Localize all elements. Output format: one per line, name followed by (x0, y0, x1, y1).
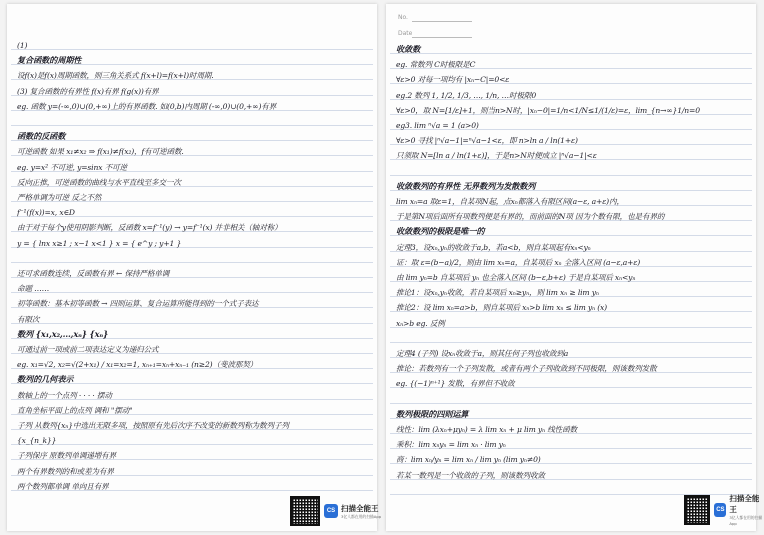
note-line: 两个数列都单调 单向且有界 (17, 481, 109, 491)
note-line: ∀ε>0 寻找 |ⁿ√a−1|=ⁿ√a−1<ε，即 n>ln a / ln(1+ε) (396, 136, 578, 146)
note-line: 严格单调为可逆 反之不然 (17, 193, 102, 202)
note-line: 证：取 ε=(b−a)/2，则由 lim xₙ=a，自某项后 xₙ 全落入区间 (a−ε,a+ε) (396, 257, 641, 267)
note-line: lim xₙ=a 取ε=1，自某项N起，点xₙ都落入有限区间(a−ε, a+ε)内， (396, 197, 624, 206)
note-line: eg. y=x² 不可逆, y=sinx 不可逆 (17, 162, 127, 172)
note-line: 子列保序 原数列单调递增有界 (17, 451, 117, 461)
note-line: 还可求函数连续，反函数有界 ← 保持严格单调 (17, 269, 170, 278)
header-date-rule (412, 37, 472, 38)
ruled-line (11, 125, 373, 126)
note-line: 于是第N项后面所有项数列便是有界的，而前面的N项 因为个数有限，也是有界的 (396, 212, 665, 222)
ruled-line (390, 175, 752, 176)
note-line: {x_{n_k}} (17, 436, 57, 446)
note-line: eg. {(−1)ⁿ⁺¹} 发散，有界但不收敛 (396, 379, 515, 389)
camscanner-logo-icon: CS (324, 504, 338, 518)
watermark-name: 扫描全能王 (729, 494, 760, 514)
watermark-right (684, 493, 764, 526)
note-line: (1) (17, 41, 28, 50)
watermark-subtitle: 3亿人都在用的扫描App (341, 513, 382, 519)
note-line: 子列 从数列{xₙ}中选出无限多项，按照原有先后次序不改变的新数列称为数列子列 (17, 421, 289, 430)
note-line: 数列极限的四则运算 (396, 408, 469, 419)
note-line: eg.2 数列 1, 1/2, 1/3, …, 1/n, …时极限0 (396, 90, 537, 100)
note-line: 推论1：设xₙ,yₙ收敛，若自某项后 xₙ≥yₙ，则 lim xₙ ≥ lim yₙ (396, 288, 599, 298)
note-line: 线性：lim (λxₙ+μyₙ) = λ lim xₙ + μ lim yₙ 线性函数 (396, 425, 577, 434)
note-line: ∀ε>0 对每一项均有 |xₙ−C|=0<ε (396, 75, 510, 85)
note-line: 反向正推，可逆函数的曲线与水平直线至多交一次 (17, 177, 181, 187)
note-line: 数列的几何表示 (17, 374, 74, 385)
note-line: 函数的反函数 (17, 131, 66, 142)
note-line: 推论：若数列有一个子列发散，或者有两个子列收敛到不同极限，则该数列发散 (396, 364, 657, 374)
note-line: 初等函数：基本初等函数 → 四则运算、复合运算所能得到的一个式子表达 (17, 299, 259, 309)
note-line: 定理3，设xₙ,yₙ的收敛于a,b，若a<b，则自某项起有xₙ<yₙ (396, 242, 591, 252)
note-line: ∀ε>0，取 N=[1/ε]+1，则当n>N时，|xₙ−0|=1/n<1/N≤1/(1/ε)=ε，lim_{n→∞}1/n=0 (396, 105, 700, 115)
watermark-subtitle: 3亿人都在用的扫描App (729, 515, 763, 526)
qr-code-icon (290, 496, 320, 526)
note-line: 收敛数 (396, 44, 421, 54)
note-line: 定理4 (子列) 设xₙ收敛于a，则其任何子列也收敛到a (396, 349, 569, 358)
watermark-name: 扫描全能王 (341, 503, 379, 513)
watermark-left (290, 496, 381, 526)
note-line: 只须取 N=[ln a / ln(1+ε)]，于是n>N时便成立 |ⁿ√a−1|<ε (396, 151, 597, 161)
note-line: 命题 …… (17, 284, 50, 294)
note-line: 由于对于每个y使用阴影判断，反函数 x=f⁻¹(y) → y=f⁻¹(x) 并非相关（轴对称） (17, 223, 282, 233)
note-line: 推论2：设 lim xₙ=a>b，则自某项后 xₙ>b lim xₙ ≤ lim yₙ (x) (396, 303, 607, 313)
qr-code-icon (684, 495, 710, 525)
note-line: y = { lnx x≥1 ; x−1 x<1 } x = { e^y ; y+1 } (17, 238, 182, 248)
note-line: f⁻¹(f(x))=x, x∈D (17, 208, 75, 218)
note-line: 两个有界数列的和或差为有界 (17, 466, 114, 476)
note-line: 收敛数列的极限是唯一的 (396, 226, 485, 237)
header-no-label: No. (398, 14, 408, 21)
note-line: 设f(x)是f(x)周期函数，则三角关系式 f(x+l)=f(x+l)时周期. (17, 71, 214, 81)
note-line: 收敛数列的有界性 无界数列为发散数列 (396, 180, 536, 191)
note-line: 有限次 (17, 314, 40, 324)
note-line: 复合函数的周期性 (17, 55, 82, 66)
note-line: eg3. lim ⁿ√a = 1 (a>0) (396, 121, 479, 130)
note-line: 数列 {x₁,x₂,…,xₙ} {xₙ} (17, 328, 109, 339)
note-line: eg. x₁=√2, x₂=√(2+x₁) / x₁=x₂=1, xₙ₊₁=xₙ+xₙ₋₁ (n≥2)（斐波那契） (17, 360, 258, 370)
note-line: 可通过前一项或前二项表达定义为递归公式 (17, 345, 159, 354)
note-line: (3) 复合函数的有界性 f(x)有界 f(g(x))有界 (17, 86, 159, 96)
ruled-line (390, 403, 752, 404)
note-line: 由 lim yₙ=b 自某项后 yₙ 也全落入区间 (b−ε,b+ε) 于是自某项后 xₙ<yₙ (396, 273, 636, 282)
right-page (386, 4, 756, 531)
ruled-line (390, 342, 752, 343)
note-line: 直角坐标平面上的点列 调和 "摆动" (17, 405, 133, 415)
note-line: eg. 函数 y=(-∞,0)∪(0,+∞)上的有界函数. 如(0,b)内周期 (-∞,0)∪(0,+∞)有界 (17, 101, 277, 111)
note-line: 可逆函数 如果 x₁≠x₂ ⇒ f(x₁)≠f(x₂)，f有可逆函数. (17, 147, 184, 157)
note-line: 数轴上的一个点列 · · · · 摆动 (17, 390, 112, 400)
header-no-rule (412, 21, 472, 22)
left-page (7, 4, 377, 531)
note-line: eg. 常数列 C时极限是C (396, 60, 476, 70)
ruled-line (11, 262, 373, 263)
camscanner-logo-icon: CS (714, 503, 726, 517)
note-line: 商：lim xₙ/yₙ = lim xₙ / lim yₙ (lim yₙ≠0) (396, 455, 541, 465)
note-line: xₙ>b eg. 反例 (396, 318, 445, 328)
header-date-label: Date (398, 30, 413, 37)
note-line: 若某一数列是一个收敛的子列，则该数列收敛 (396, 470, 545, 480)
note-line: 乘积：lim xₙyₙ = lim xₙ · lim yₙ (396, 440, 506, 450)
